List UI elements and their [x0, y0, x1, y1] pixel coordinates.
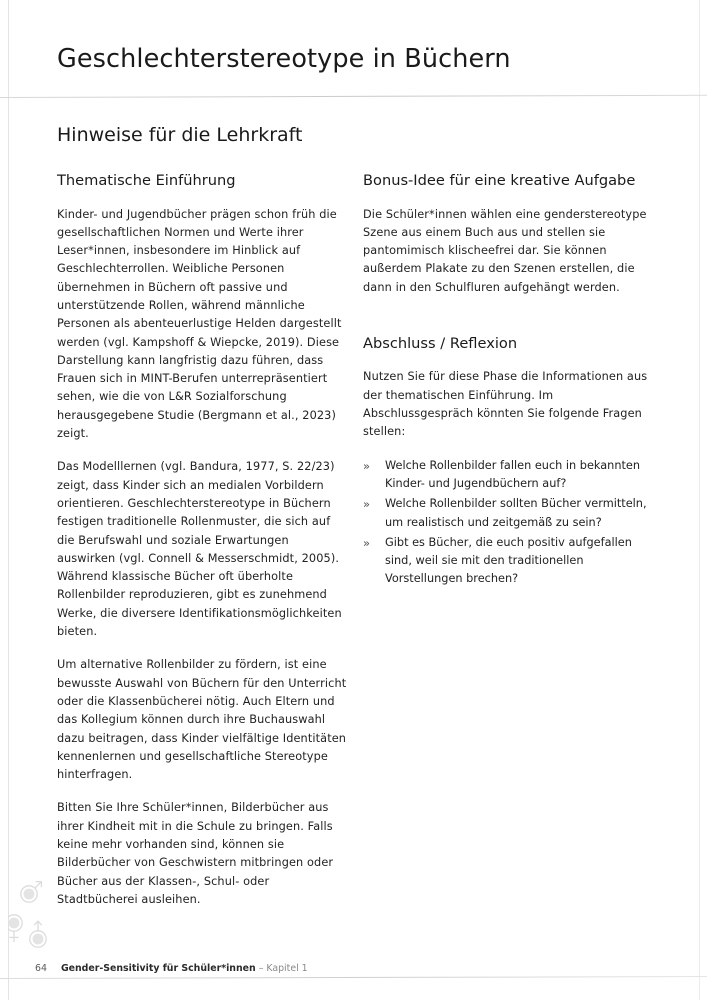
footer	[35, 963, 308, 974]
list-item-label: Welche Rollenbilder fallen euch in bekannten Kinder- und Jugendbüchern auf?	[385, 458, 641, 490]
reflection-question-list	[363, 457, 653, 589]
reflection-heading: Abschluss / Reflexion	[363, 334, 518, 352]
paragraph: Kinder- und Jugendbücher prägen schon früh die gesellschaftlichen Normen und Werte ihrer Leser*innen, insbesondere im Hinblick auf Geschlechterrollen. Weibliche Personen übernehmen in Büchern oft passive und unterstützende Rollen, während männliche Personen als abenteuerlustige Helden dargestellt werden (vgl. Kampshoff & Wiepcke, 2019). Diese Darstellung kann langfristig dazu führen, dass Frauen sich in MINT-Berufen unterrepräsentiert sehen, wie die von L&R Sozialforschung herausgegebene Studie (Bergmann et al., 2023) zeigt.	[57, 207, 342, 441]
paragraph: Das Modelllernen (vgl. Bandura, 1977, S. 22/23) zeigt, dass Kinder sich an medialen Vorbildern orientieren. Geschlechterstereotype in Büchern festigen traditionelle Rollenmuster, die sich auf die Berufswahl und soziale Erwartungen auswirken (vgl. Connell & Messerschmidt, 2005). Während klassische Bücher oft überholte Rollenbilder reproduzieren, gibt es zunehmend Werke, die diversere Identifikationsmöglichkeiten bieten.	[57, 460, 342, 639]
right-column	[363, 172, 653, 591]
paragraph: Nutzen Sie für diese Phase die Informationen aus der thematischen Einführung. Im Abschlussgespräch könnten Sie folgende Fragen stellen:	[363, 370, 648, 439]
title-divider	[0, 95, 707, 98]
bullet-marker-icon: »	[363, 458, 371, 473]
male-gender-symbol	[30, 921, 46, 947]
left-column-heading: Thematische Einführung	[57, 172, 236, 189]
list-item-label: Welche Rollenbilder sollten Bücher vermitteln, um realistisch und zeitgemäß zu sein?	[385, 497, 647, 529]
list-item	[363, 495, 653, 532]
page-number: 64	[35, 963, 47, 974]
bullet-marker-icon: »	[363, 497, 371, 512]
footer-title: Gender-Sensitivity für Schüler*innen	[60, 963, 256, 974]
paragraph: Die Schüler*innen wählen eine genderstereotype Szene aus einem Buch aus und stellen sie pantomimisch klischeefrei dar. Sie können außerdem Plakate zu den Szenen erstellen, die dann in den Schulfluren aufgehängt werden.	[363, 207, 647, 294]
page-edge-left	[8, 0, 9, 1000]
gender-symbols-decoration	[8, 878, 68, 954]
section-heading: Hinweise für die Lehrkraft	[57, 124, 303, 146]
list-item	[363, 534, 653, 589]
bullet-marker-icon: »	[363, 535, 371, 550]
female-gender-symbol	[8, 915, 22, 942]
footer-divider	[0, 976, 707, 979]
page-title: Geschlechterstereotype in Büchern	[57, 44, 511, 74]
paragraph: Um alternative Rollenbilder zu fördern, ist eine bewusste Auswahl von Büchern für den Unterricht oder die Klassenbücherei nötig. Auch Eltern und das Kollegium können durch ihre Buchauswahl dazu beitragen, dass Kinder vielfältige Identitäten kennenlernen und gesellschaftliche Stereotype hinterfragen.	[57, 658, 347, 782]
footer-chapter: – Kapitel 1	[258, 963, 308, 974]
male-gender-symbol	[21, 882, 42, 903]
bonus-idea-heading: Bonus-Idee für eine kreative Aufgabe	[363, 172, 636, 189]
list-item-label: Gibt es Bücher, die euch positiv aufgefallen sind, weil sie mit den traditionellen Vorstellungen brechen?	[385, 535, 632, 586]
list-item	[363, 457, 653, 494]
left-column	[57, 172, 347, 909]
paragraph: Bitten Sie Ihre Schüler*innen, Bilderbücher aus ihrer Kindheit mit in die Schule zu bringen. Falls keine mehr vorhanden sind, können sie Bilderbücher von Geschwistern mitbringen oder Bücher aus der Klassen-, Schul- oder Stadtbücherei ausleihen.	[57, 801, 334, 906]
page-edge-right	[699, 0, 700, 1000]
